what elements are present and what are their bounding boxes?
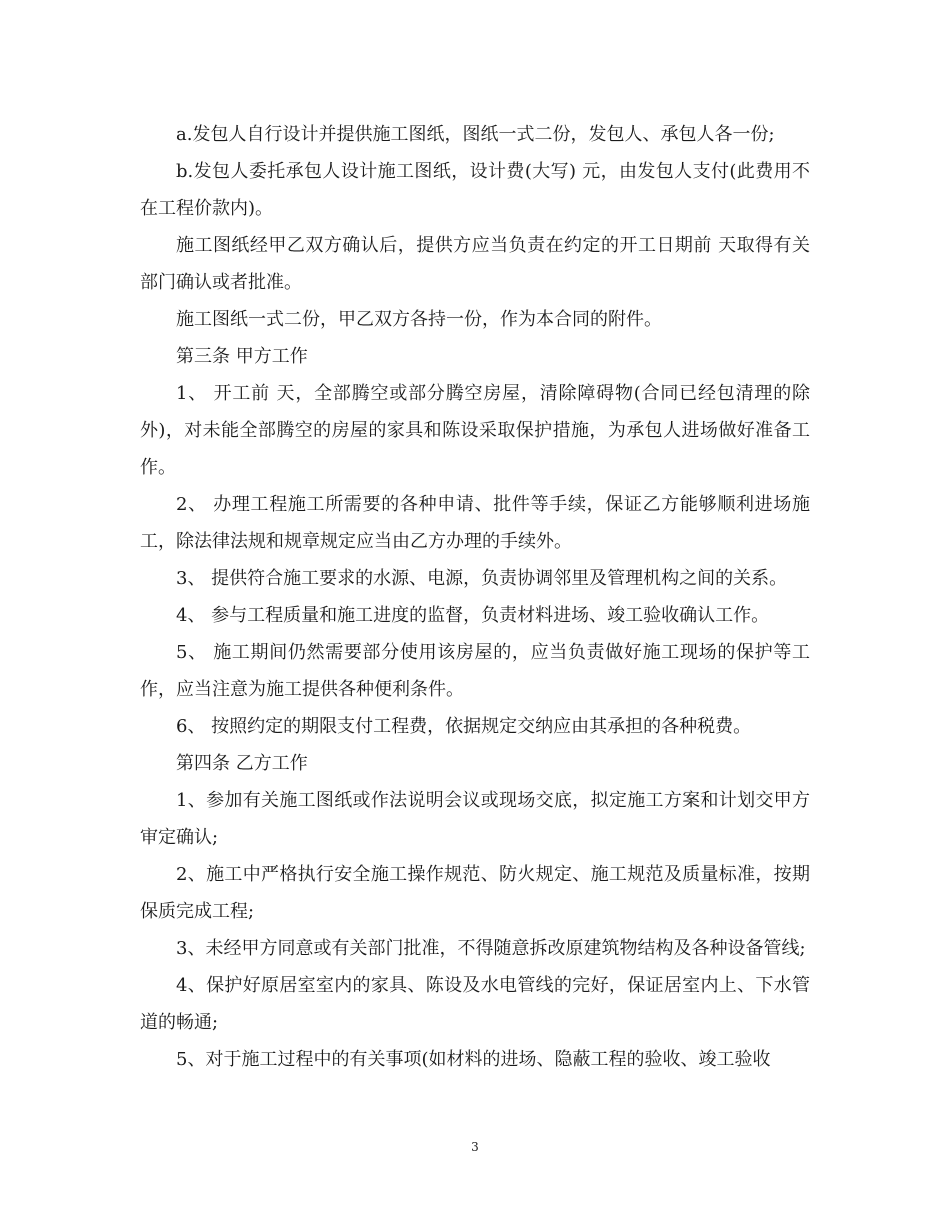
section-heading-article-3: 第三条 甲方工作 <box>176 346 308 367</box>
paragraph-drawing-option-a: a.发包人自行设计并提供施工图纸，图纸一式二份，发包人、承包人各一份; <box>176 124 775 145</box>
paragraph-party-a-item-3: 3、 提供符合施工要求的水源、电源，负责协调邻里及管理机构之间的关系。 <box>176 568 788 589</box>
paragraph-party-b-item-1: 1、参加有关施工图纸或作法说明会议或现场交底，拟定施工方案和计划交甲方审定确认; <box>140 790 810 848</box>
paragraph-party-b-item-4: 4、保护好原居室室内的家具、陈设及水电管线的完好，保证居室内上、下水管道的畅通; <box>140 975 810 1033</box>
section-heading-article-4: 第四条 乙方工作 <box>176 753 308 774</box>
paragraph-drawing-approval: 施工图纸经甲乙双方确认后，提供方应当负责在约定的开工日期前 天取得有关部门确认或者批准。 <box>140 235 810 293</box>
paragraph-drawing-option-b: b.发包人委托承包人设计施工图纸，设计费(大写) 元，由发包人支付(此费用不在工程价款内)。 <box>140 161 810 219</box>
paragraph-party-a-item-6: 6、 按照约定的期限支付工程费，依据规定交纳应由其承担的各种税费。 <box>176 716 752 737</box>
paragraph-party-a-item-4: 4、 参与工程质量和施工进度的监督，负责材料进场、竣工验收确认工作。 <box>176 605 770 626</box>
paragraph-drawing-copies: 施工图纸一式二份，甲乙双方各持一份，作为本合同的附件。 <box>176 309 662 330</box>
paragraph-party-a-item-2: 2、 办理工程施工所需要的各种申请、批件等手续，保证乙方能够顺利进场施工，除法律法规和规章规定应当由乙方办理的手续外。 <box>140 494 810 552</box>
document-body <box>140 116 810 1078</box>
paragraph-party-b-item-2: 2、施工中严格执行安全施工操作规范、防火规定、施工规范及质量标准，按期保质完成工程; <box>140 864 810 922</box>
page-number: 3 <box>471 1140 479 1154</box>
paragraph-party-b-item-3: 3、未经甲方同意或有关部门批准，不得随意拆改原建筑物结构及各种设备管线; <box>176 938 806 959</box>
paragraph-party-a-item-5: 5、 施工期间仍然需要部分使用该房屋的，应当负责做好施工现场的保护等工作，应当注意为施工提供各种便利条件。 <box>140 642 810 700</box>
paragraph-party-b-item-5: 5、对于施工过程中的有关事项(如材料的进场、隐蔽工程的验收、竣工验收 <box>176 1049 771 1070</box>
paragraph-party-a-item-1: 1、 开工前 天，全部腾空或部分腾空房屋，清除障碍物(合同已经包清理的除外)，对未能全部腾空的房屋的家具和陈设采取保护措施，为承包人进场做好准备工作。 <box>140 383 810 478</box>
